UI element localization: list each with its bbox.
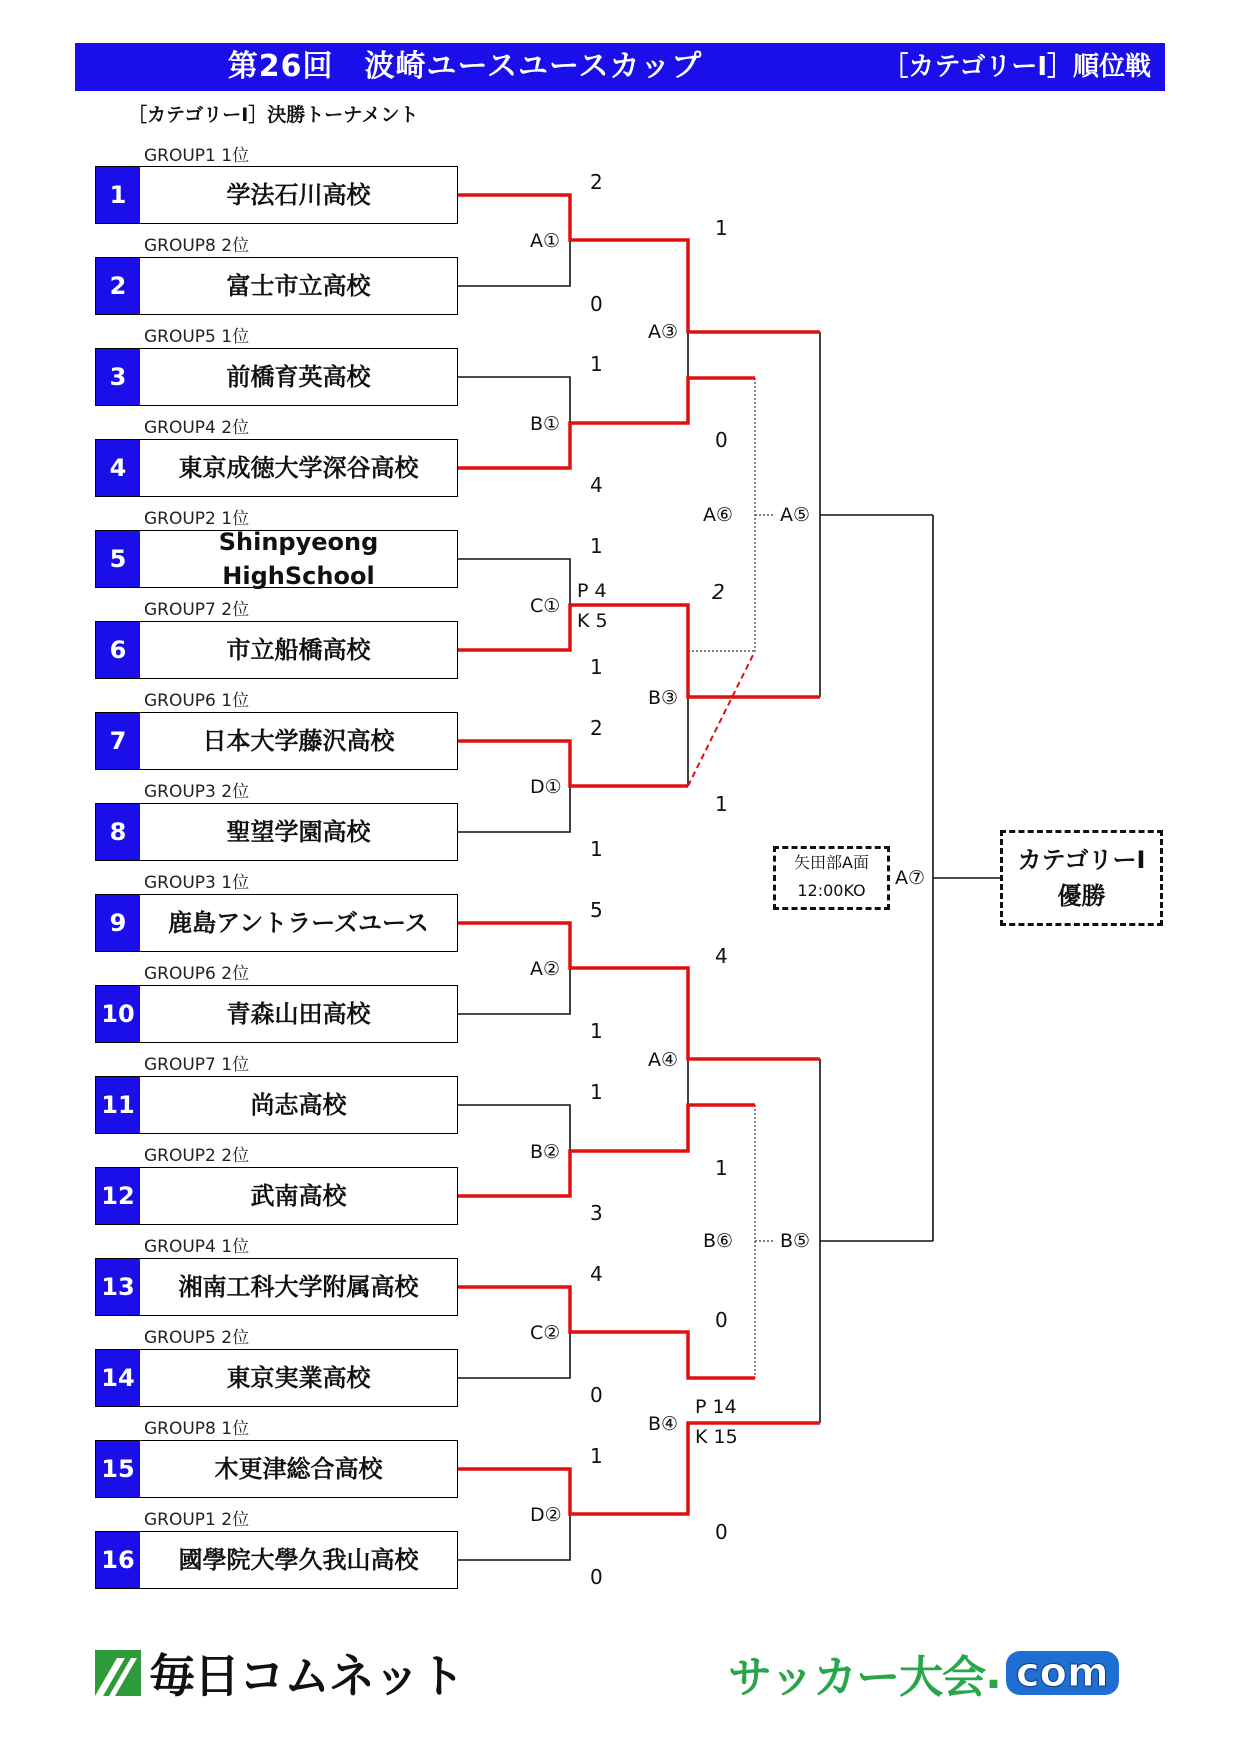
group-label-16: GROUP1 2位: [144, 1510, 250, 1530]
group-label-2: GROUP8 2位: [144, 236, 250, 256]
group-label-6: GROUP7 2位: [144, 600, 250, 620]
match-label-d1: D①: [530, 776, 562, 798]
score: 2: [712, 580, 725, 604]
group-label-11: GROUP7 1位: [144, 1055, 250, 1075]
match-label-b1: B①: [530, 413, 561, 435]
match-label-b6: B⑥: [703, 1230, 734, 1252]
seed-number: 13: [96, 1259, 140, 1315]
team-name: 木更津総合高校: [214, 1455, 383, 1483]
seed-number: 5: [96, 531, 140, 587]
team-name: 東京成徳大学深谷高校: [178, 454, 419, 482]
soccer-taikai-logo: [728, 1643, 1119, 1703]
team-name: 学法石川高校: [226, 181, 371, 209]
seed-number: 11: [96, 1077, 140, 1133]
match-label-a6: A⑥: [703, 504, 734, 526]
logo-left-text: 毎日コムネット: [149, 1649, 464, 1703]
score: 2: [590, 170, 603, 194]
seed-number: 2: [96, 258, 140, 314]
seed-number: 3: [96, 349, 140, 405]
group-label-8: GROUP3 2位: [144, 782, 250, 802]
team-name: 聖望学園高校: [226, 818, 371, 846]
score: 0: [590, 1383, 603, 1407]
seed-number: 16: [96, 1532, 140, 1588]
logo-right-com: com: [1006, 1651, 1119, 1695]
team-name: 富士市立高校: [226, 272, 371, 300]
score: 0: [715, 1520, 728, 1544]
score: 1: [590, 352, 603, 376]
match-label-c1: C①: [530, 595, 561, 617]
match-label-d2: D②: [530, 1504, 562, 1526]
team-name: 鹿島アントラーズユース: [168, 909, 429, 937]
tournament-title: 第26回 波崎ユースユースカップ: [227, 49, 703, 84]
group-label-14: GROUP5 2位: [144, 1328, 250, 1348]
seed-number: 7: [96, 713, 140, 769]
team-name: 國學院大學久我山高校: [178, 1546, 419, 1574]
team-name: 湘南工科大学附属高校: [178, 1273, 419, 1301]
score: 4: [590, 473, 603, 497]
group-label-3: GROUP5 1位: [144, 327, 250, 347]
group-label-10: GROUP6 2位: [144, 964, 250, 984]
team-name: 市立船橋高校: [226, 636, 371, 664]
seed-number: 8: [96, 804, 140, 860]
score: 2: [590, 716, 603, 740]
bracket-subtitle: ［カテゴリーⅠ］決勝トーナメント: [128, 104, 419, 126]
score: 1: [590, 837, 603, 861]
group-label-12: GROUP2 2位: [144, 1146, 250, 1166]
group-label-4: GROUP4 2位: [144, 418, 250, 438]
team-name: 東京実業高校: [226, 1364, 371, 1392]
team-name: 前橋育英高校: [226, 363, 371, 391]
match-label-b3: B③: [648, 687, 679, 709]
match-label-a1: A①: [530, 230, 561, 252]
score: 5: [590, 898, 603, 922]
score: 1: [590, 534, 603, 558]
match-label-c2: C②: [530, 1322, 561, 1344]
kickoff-time: 12:00KO: [797, 881, 866, 900]
score: 1: [715, 1156, 728, 1180]
score: 1: [590, 1444, 603, 1468]
group-label-7: GROUP6 1位: [144, 691, 250, 711]
match-label-a3: A③: [648, 321, 679, 343]
group-label-5: GROUP2 1位: [144, 509, 250, 529]
seed-number: 15: [96, 1441, 140, 1497]
match-label-b4: B④: [648, 1413, 679, 1435]
score: 4: [715, 944, 728, 968]
penalty-score: K 5: [577, 610, 608, 632]
seed-number: 9: [96, 895, 140, 951]
score: 1: [590, 1080, 603, 1104]
venue-name: 矢田部A面: [794, 853, 869, 872]
champion-category: カテゴリーⅠ: [1017, 846, 1146, 874]
comnet-mark-icon: [95, 1650, 141, 1696]
champion-box: [1000, 830, 1163, 926]
seed-number: 1: [96, 167, 140, 223]
score: 0: [590, 292, 603, 316]
team-name: 日本大学藤沢高校: [202, 727, 395, 755]
score: 0: [715, 1308, 728, 1332]
seed-number: 14: [96, 1350, 140, 1406]
group-label-1: GROUP1 1位: [144, 146, 250, 166]
score: 3: [590, 1201, 603, 1225]
dashed-red-link: [688, 651, 755, 786]
score: 1: [715, 792, 728, 816]
score: 0: [590, 1565, 603, 1589]
logo-right-dot: .: [985, 1647, 1002, 1699]
penalty-score: P 14: [695, 1396, 737, 1418]
match-label-b5: B⑤: [780, 1230, 811, 1252]
champion-label: 優勝: [1057, 882, 1106, 910]
score: 1: [590, 655, 603, 679]
venue-info: [773, 846, 890, 910]
seed-number: 10: [96, 986, 140, 1042]
penalty-score: P 4: [577, 580, 607, 602]
match-label-a7: A⑦: [895, 867, 926, 889]
score: 1: [715, 216, 728, 240]
seed-number: 6: [96, 622, 140, 678]
team-name: 青森山田高校: [226, 1000, 371, 1028]
group-label-13: GROUP4 1位: [144, 1237, 250, 1257]
score: 0: [715, 428, 728, 452]
group-label-15: GROUP8 1位: [144, 1419, 250, 1439]
team-name: 武南高校: [250, 1182, 347, 1210]
score: 1: [590, 1019, 603, 1043]
group-label-9: GROUP3 1位: [144, 873, 250, 893]
mainichi-comnet-logo: [95, 1643, 464, 1703]
penalty-score: K 15: [695, 1426, 738, 1448]
match-label-b2: B②: [530, 1141, 561, 1163]
match-label-a5: A⑤: [780, 504, 811, 526]
seed-number: 12: [96, 1168, 140, 1224]
seed-number: 4: [96, 440, 140, 496]
category-rank-label: ［カテゴリーⅠ］順位戦: [882, 52, 1151, 82]
match-label-a2: A②: [530, 958, 561, 980]
logo-right-text: サッカー大会: [728, 1652, 986, 1703]
score: 4: [590, 1262, 603, 1286]
match-label-a4: A④: [648, 1049, 679, 1071]
team-name: Shinpyeong HighSchool: [218, 528, 379, 590]
team-name: 尚志高校: [250, 1091, 347, 1119]
